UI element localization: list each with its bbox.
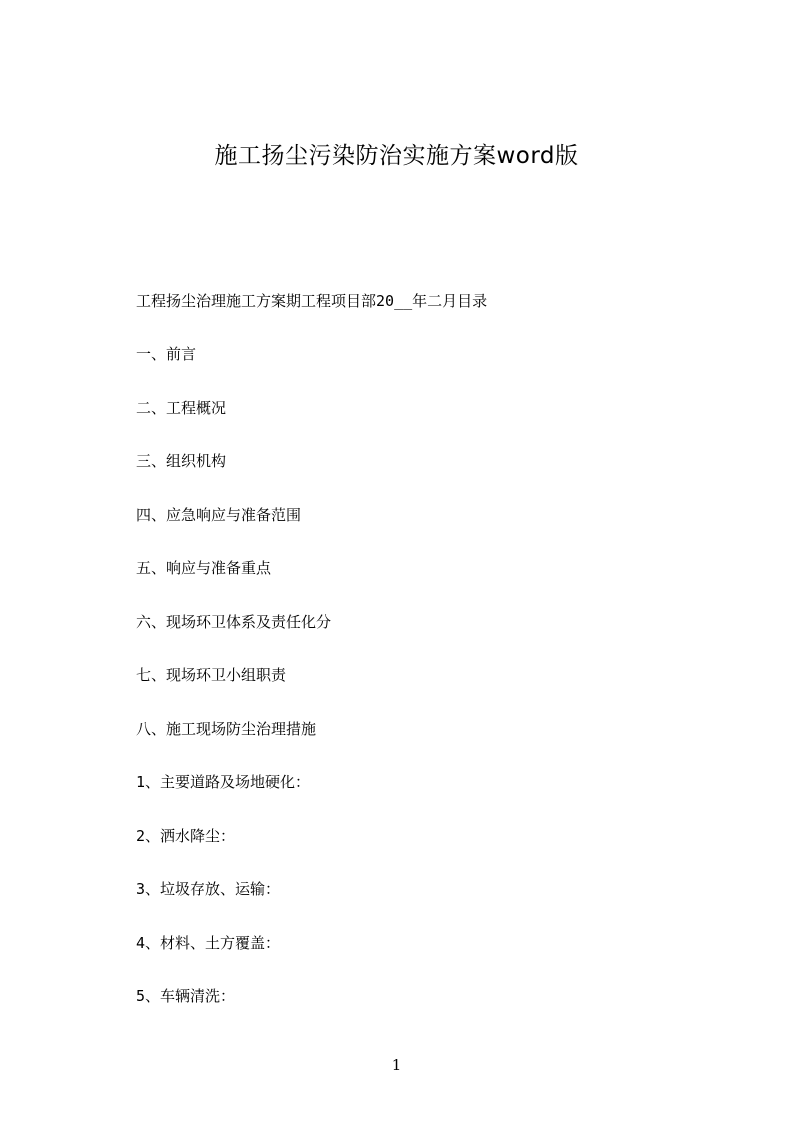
toc-item: 2、洒水降尘： bbox=[136, 826, 236, 845]
page-number: 1 bbox=[391, 1056, 402, 1074]
toc-item: 二、工程概况 bbox=[136, 398, 227, 417]
toc-item: 三、组织机构 bbox=[136, 452, 227, 470]
toc-item: 1、主要道路及场地硬化： bbox=[136, 773, 311, 791]
toc-item: 四、应急响应与准备范围 bbox=[136, 505, 302, 524]
toc-item: 八、施工现场防尘治理措施 bbox=[136, 719, 317, 738]
toc-item: 5、车辆清洗： bbox=[136, 987, 236, 1005]
toc-item: 六、现场环卫体系及责任化分 bbox=[136, 612, 332, 631]
intro-line: 工程扬尘治理施工方案期工程项目部20__年二月目录 bbox=[136, 292, 488, 310]
toc-item: 五、响应与准备重点 bbox=[136, 559, 272, 577]
toc-item: 一、前言 bbox=[136, 345, 197, 363]
document-title: 施工扬尘污染防治实施方案word版 bbox=[214, 143, 579, 169]
toc-item: 4、材料、土方覆盖： bbox=[136, 933, 281, 952]
table-of-contents bbox=[136, 343, 331, 1039]
toc-item: 七、现场环卫小组职责 bbox=[136, 666, 287, 684]
toc-item: 3、垃圾存放、运输： bbox=[136, 880, 281, 898]
